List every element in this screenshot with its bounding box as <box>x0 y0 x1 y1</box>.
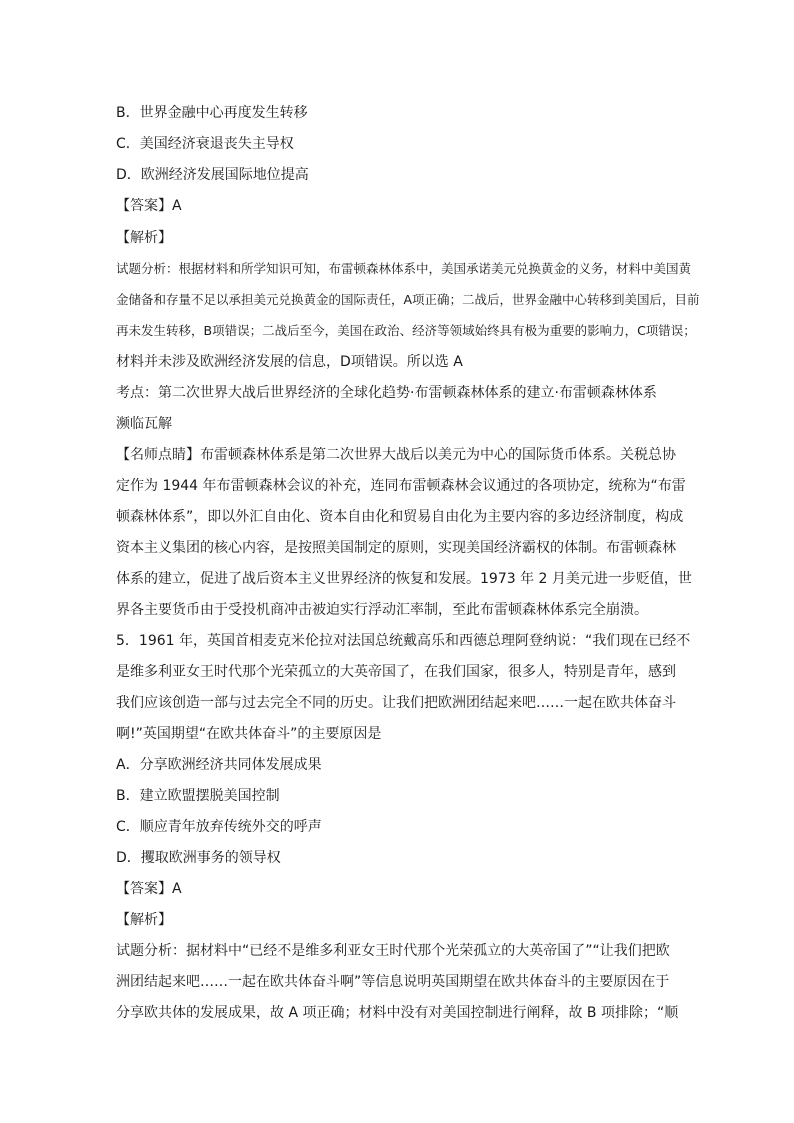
question-5-line: 是维多利亚女王时代那个光荣孤立的大英帝国了，在我们国家，很多人，特别是青年，感到 <box>116 664 676 680</box>
teacher-note-line: 顿森林体系”，即以外汇自由化、资本自由化和贸易自由化为主要内容的多边经济制度，构成 <box>116 509 684 525</box>
question-5-line: 5．1961 年，英国首相麦克米伦拉对法国总统戴高乐和西德总理阿登纳说：“我们现在已经不 <box>116 633 691 649</box>
teacher-note-line: 资本主义集团的核心内容，是按照美国制定的原则，实现美国经济霸权的体制。布雷顿森林 <box>116 540 676 556</box>
answer-line: 【答案】A <box>116 198 182 214</box>
option-d-line: D．欧洲经济发展国际地位提高 <box>116 167 309 183</box>
option-a-line: A．分享欧洲经济共同体发展成果 <box>116 757 322 773</box>
analysis-line: 材料并未涉及欧洲经济发展的信息，D项错误。所以选 A <box>116 354 463 370</box>
teacher-note-line: 体系的建立，促进了战后资本主义世界经济的恢复和发展。1973 年 2 月美元进一步贬值，世 <box>116 571 692 587</box>
option-b-line: B．建立欧盟摆脱美国控制 <box>116 788 280 804</box>
analysis-line: 试题分析：根据材料和所学知识可知，布雷顿森林体系中，美国承诺美元兑换黄金的义务，材料中美国黄 <box>116 261 692 276</box>
analysis-line: 金储备和存量不足以承担美元兑换黄金的国际责任，A项正确；二战后，世界金融中心转移到美国后，目前 <box>116 292 700 307</box>
option-c-line: C．美国经济衰退丧失主导权 <box>116 136 294 152</box>
analysis-heading: 【解析】 <box>116 912 172 928</box>
option-b-line: B．世界金融中心再度发生转移 <box>116 105 308 121</box>
analysis-line: 分享欧共体的发展成果，故 A 项正确；材料中没有对美国控制进行阐释，故 B 项排除；“顺 <box>116 1005 679 1021</box>
teacher-note-line: 界各主要货币由于受投机商冲击被迫实行浮动汇率制，至此布雷顿森林体系完全崩溃。 <box>116 602 648 618</box>
analysis-line: 再未发生转移，B项错误；二战后至今，美国在政治、经济等领域始终具有极为重要的影响力，C项错误； <box>116 323 696 338</box>
question-5-line: 我们应该创造一部与过去完全不同的历史。让我们把欧洲团结起来吧……一起在欧共体奋斗 <box>116 695 676 711</box>
teacher-note-line: 定作为 1944 年布雷顿森林会议的补充，连同布雷顿森林会议通过的各项协定，统称为“布雷 <box>116 478 686 494</box>
knowledge-point-line: 考点：第二次世界大战后世界经济的全球化趋势·布雷顿森林体系的建立·布雷顿森林体系 <box>116 385 657 401</box>
question-5-line: 啊!”英国期望“在欧共体奋斗”的主要原因是 <box>116 726 382 742</box>
option-d-line: D．攫取欧洲事务的领导权 <box>116 850 281 866</box>
option-c-line: C．顺应青年放弃传统外交的呼声 <box>116 819 322 835</box>
teacher-note-line: 【名师点睛】布雷顿森林体系是第二次世界大战后以美元为中心的国际货币体系。关税总协 <box>116 447 676 463</box>
analysis-heading: 【解析】 <box>116 230 172 246</box>
knowledge-point-line: 濒临瓦解 <box>116 416 172 432</box>
analysis-line: 洲团结起来吧……一起在欧共体奋斗啊”等信息说明英国期望在欧共体奋斗的主要原因在于 <box>116 974 670 990</box>
analysis-line: 试题分析：据材料中“已经不是维多利亚女王时代那个光荣孤立的大英帝国了”“让我们把欧 <box>116 943 670 959</box>
answer-line: 【答案】A <box>116 881 182 897</box>
